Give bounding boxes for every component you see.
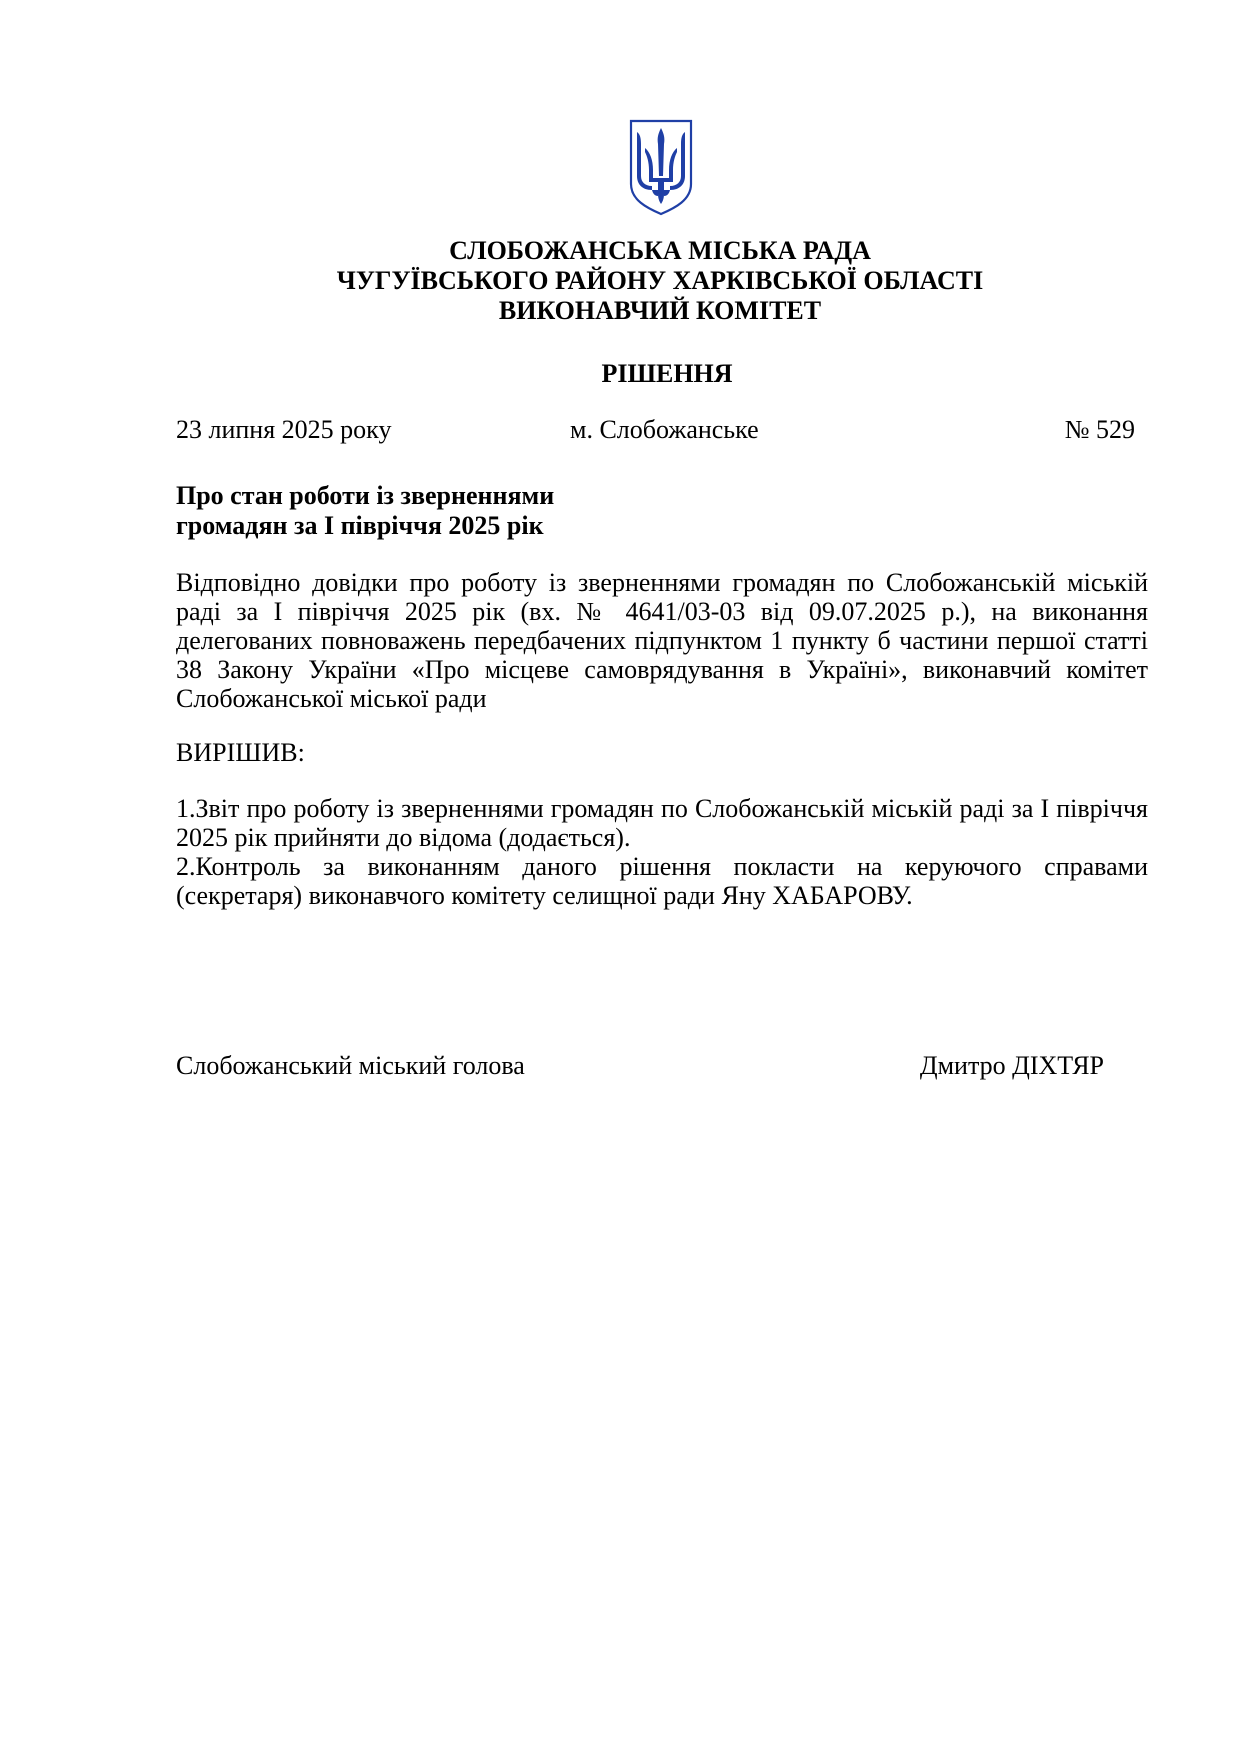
preamble-paragraph: Відповідно довідки про роботу із зверненнями громадян по Слобожанській міській раді за І півріччя 2025 рік (вх. № 4641/03-03 від 09.07.2025 р.), на виконання делегованих повноважень передбачених підпунктом 1 пункту б частини першої статті 38 Закону України «Про місцеве самоврядування в Україні», виконавчий комітет Слобожанської міської ради [176,568,1148,713]
ukraine-trident-icon [628,118,694,216]
document-type-title: РІШЕННЯ [601,359,733,388]
subject-line-2: громадян за І півріччя 2025 рік [176,511,544,540]
district-name: ЧУГУЇВСЬКОГО РАЙОНУ ХАРКІВСЬКОЇ ОБЛАСТІ [336,266,984,295]
signatory-name: Дмитро ДІХТЯР [919,1051,1104,1080]
document-place: м. Слобожанське [570,415,759,444]
decided-label: ВИРІШИВ: [176,738,305,767]
document-number: № 529 [1064,415,1135,444]
document-subject [176,481,554,541]
document-date: 23 липня 2025 року [176,415,392,444]
committee-name: ВИКОНАВЧИЙ КОМІТЕТ [498,296,822,325]
decision-item-2: 2.Контроль за виконанням даного рішення покласти на керуючого справами (секретаря) виконавчого комітету селищної ради Яну ХАБАРОВУ. [176,852,1148,910]
subject-line-1: Про стан роботи із зверненнями [176,481,555,510]
council-name: СЛОБОЖАНСЬКА МІСЬКА РАДА [449,236,871,265]
signatory-role: Слобожанський міський голова [176,1051,525,1080]
decision-item-1: 1.Звіт про роботу із зверненнями громадян по Слобожанській міській раді за І півріччя 2025 рік прийняти до відома (додається). [176,794,1148,852]
